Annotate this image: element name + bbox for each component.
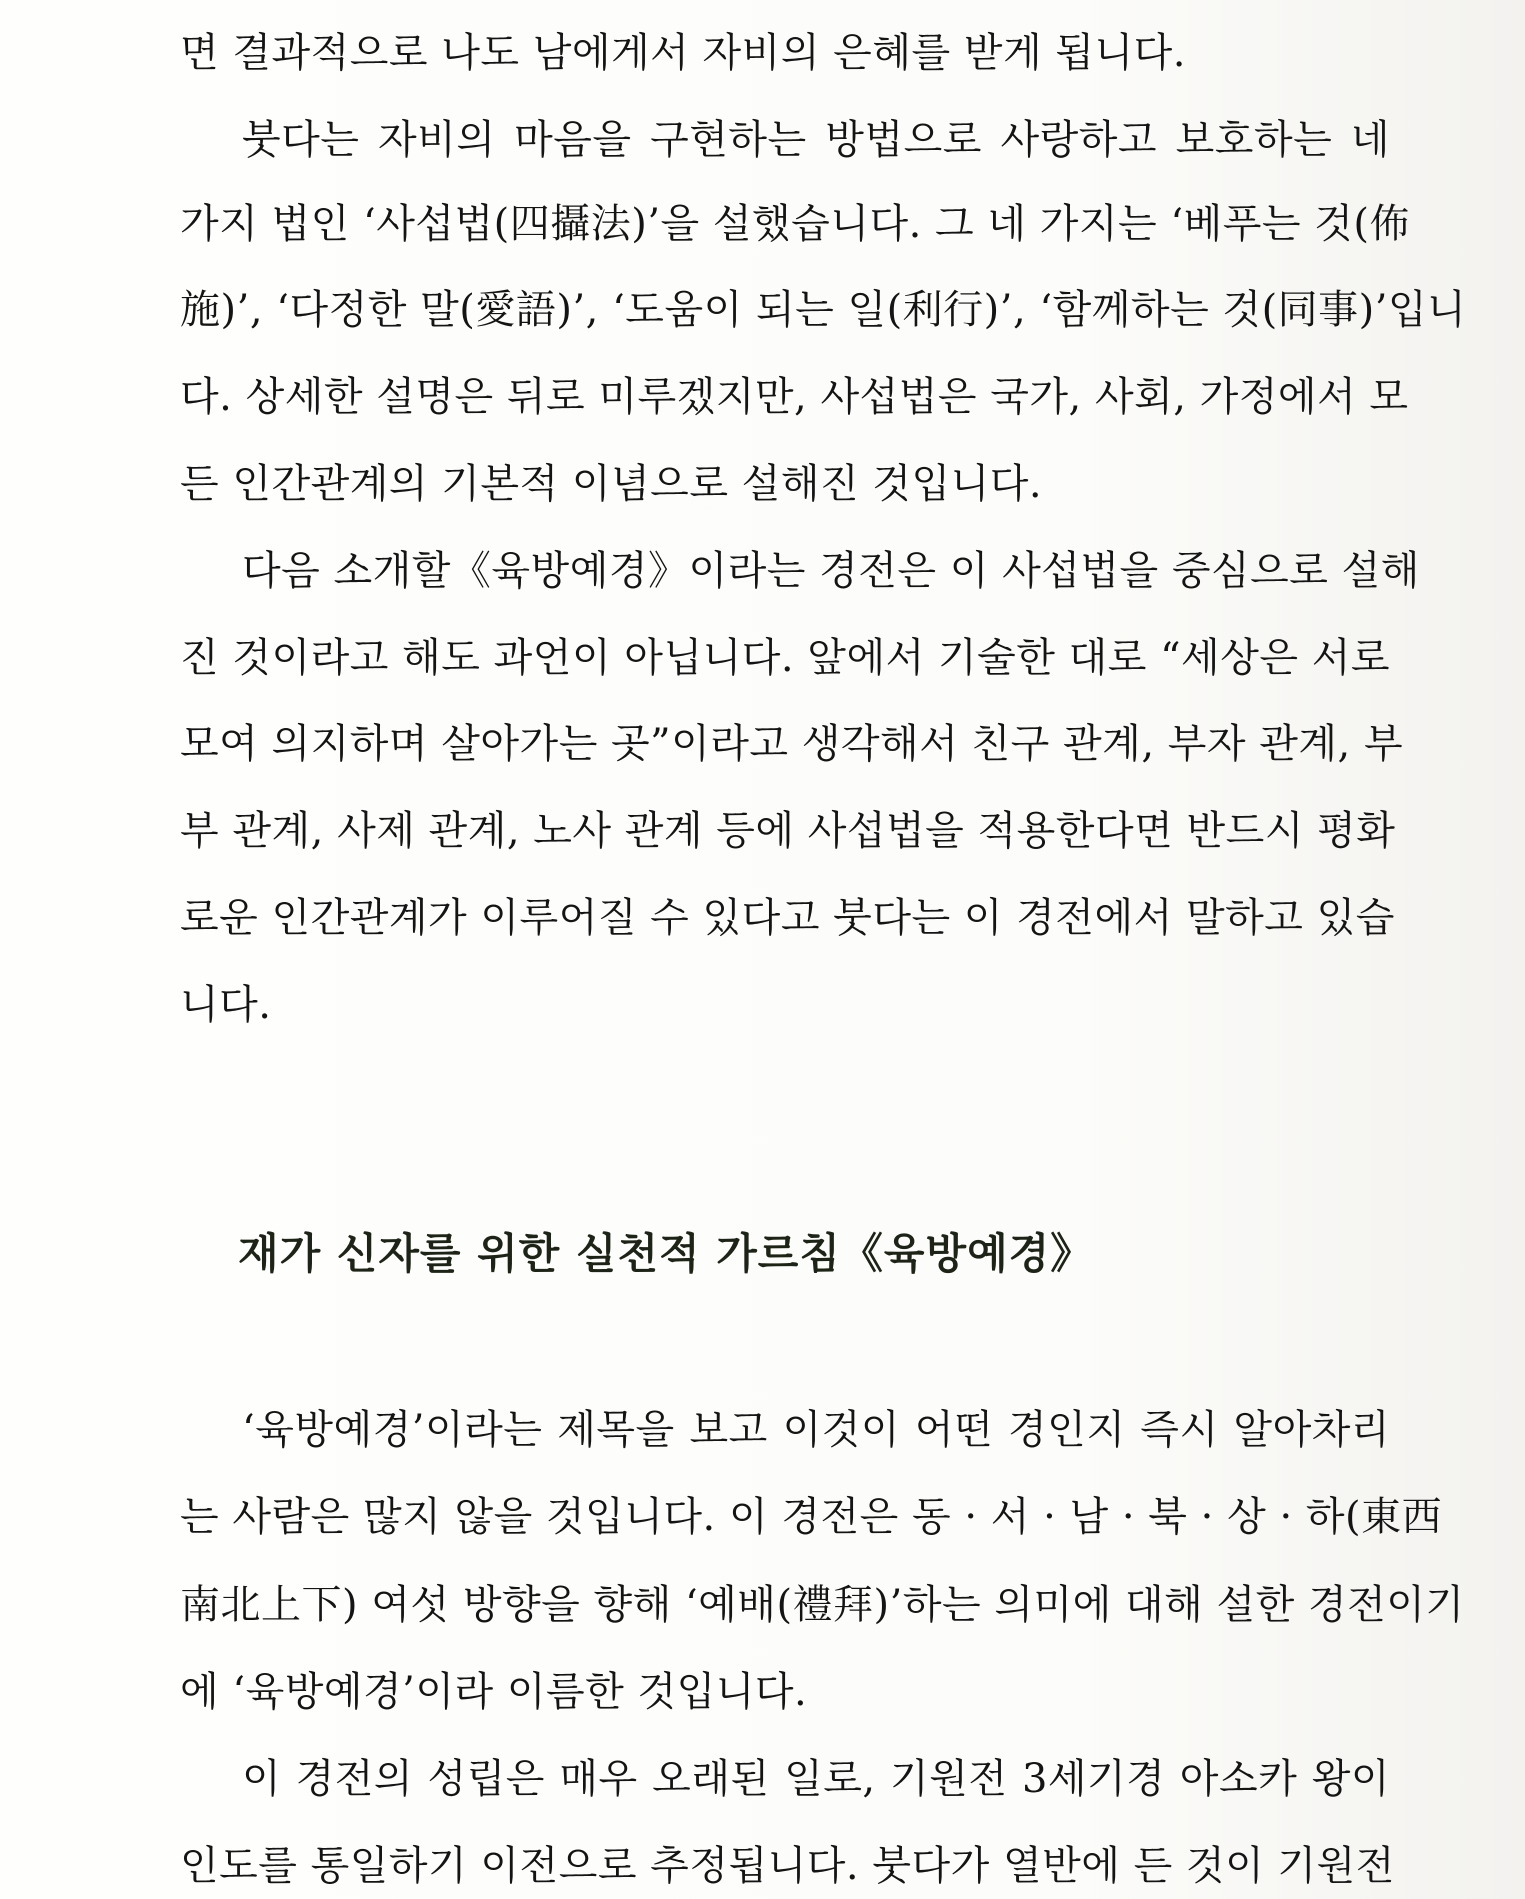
paragraph-line: 인도를 통일하기 이전으로 추정됩니다. 붓다가 열반에 든 것이 기원전 — [180, 1843, 1395, 1889]
paragraph-line: 모여 의지하며 살아가는 곳”이라고 생각해서 친구 관계, 부자 관계, 부 — [180, 721, 1404, 767]
paragraph-line: 에 ‘육방예경’이라 이름한 것입니다. — [180, 1669, 808, 1715]
paragraph-line: 면 결과적으로 나도 남에게서 자비의 은혜를 받게 됩니다. — [180, 30, 1186, 76]
paragraph-line: 다음 소개할《육방예경》이라는 경전은 이 사섭법을 중심으로 설해 — [242, 548, 1420, 594]
paragraph-line: 니다. — [180, 982, 272, 1028]
paragraph-line: 든 인간관계의 기본적 이념으로 설해진 것입니다. — [180, 461, 1043, 507]
paragraph-line: 는 사람은 많지 않을 것입니다. 이 경전은 동 · 서 · 남 · 북 · 상 · 하(東西 — [180, 1494, 1443, 1540]
paragraph-line: 가지 법인 ‘사섭법(四攝法)’을 설했습니다. 그 네 가지는 ‘베푸는 것(佈 — [180, 201, 1410, 247]
paragraph-line: 이 경전의 성립은 매우 오래된 일로, 기원전 3세기경 아소카 왕이 — [242, 1756, 1390, 1802]
paragraph-line: 로운 인간관계가 이루어질 수 있다고 붓다는 이 경전에서 말하고 있습 — [180, 895, 1395, 941]
paragraph-line: 다. 상세한 설명은 뒤로 미루겠지만, 사섭법은 국가, 사회, 가정에서 모 — [180, 374, 1409, 420]
paragraph-line: 진 것이라고 해도 과언이 아닙니다. 앞에서 기술한 대로 “세상은 서로 — [180, 635, 1390, 681]
paragraph-line: 부 관계, 사제 관계, 노사 관계 등에 사섭법을 적용한다면 반드시 평화 — [180, 808, 1396, 854]
section-heading: 재가 신자를 위한 실천적 가르침《육방예경》 — [238, 1229, 1094, 1278]
paragraph-line: ‘육방예경’이라는 제목을 보고 이것이 어떤 경인지 즉시 알아차리 — [242, 1407, 1390, 1453]
paragraph-line: 붓다는 자비의 마음을 구현하는 방법으로 사랑하고 보호하는 네 — [242, 117, 1390, 163]
paragraph-line: 施)’, ‘다정한 말(愛語)’, ‘도움이 되는 일(利行)’, ‘함께하는 것(同事)’입니 — [180, 287, 1467, 333]
paragraph-line: 南北上下) 여섯 방향을 향해 ‘예배(禮拜)’하는 의미에 대해 설한 경전이기 — [180, 1582, 1465, 1628]
